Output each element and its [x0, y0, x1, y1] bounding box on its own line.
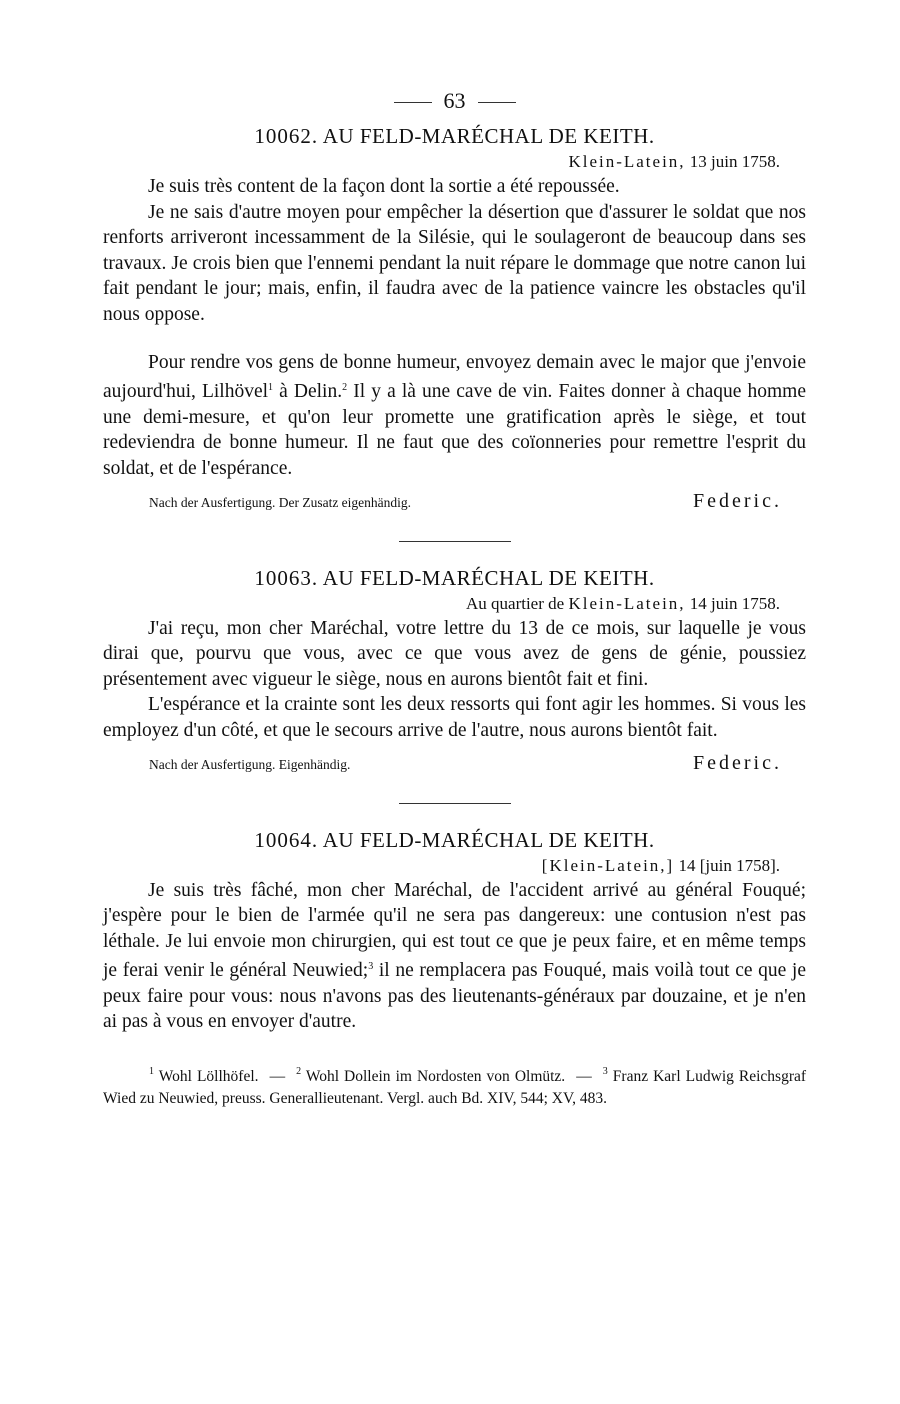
paragraph-text: il ne remplacera pas Fouqué, mais voilà tout ce que je peux faire pour vous: nous n'avons pas des lieutenants-généraux par douzaine, et je n'en ai pas à vous en envoyer d'autre.: [103, 960, 806, 1033]
letter-heading: [103, 826, 806, 854]
letter-title: AU FELD-MARÉCHAL DE KEITH.: [322, 565, 655, 590]
dateline: [103, 592, 806, 616]
letter-closing: [103, 752, 806, 775]
letter-postscript: [103, 350, 806, 482]
letter-heading: [103, 122, 806, 150]
source-note: Nach der Ausfertigung. Eigenhändig.: [149, 756, 351, 772]
letter-10063: [103, 564, 806, 775]
letter-heading: [103, 564, 806, 592]
dateline: [103, 150, 806, 174]
letter-closing: [103, 490, 806, 513]
footnote-ref-3[interactable]: 3: [368, 961, 374, 973]
dateline-date: 14 [juin 1758].: [678, 855, 780, 875]
footnote-separator: —: [576, 1068, 592, 1086]
postscript-text: Pour rendre vos gens de bonne humeur, envoyez demain avec le major que j'envoie aujourd'hui, Lilhövel: [103, 351, 806, 403]
letter-title: AU FELD-MARÉCHAL DE KEITH.: [322, 124, 655, 148]
header-rule-right: [478, 102, 516, 103]
dateline-date: 14 juin 1758.: [689, 593, 780, 613]
dateline-place: Klein-Latein,: [568, 593, 686, 613]
footnote-separator: —: [269, 1068, 286, 1086]
signature: Federic.: [693, 489, 782, 512]
letter-paragraph: J'ai reçu, mon cher Maréchal, votre lettre du 13 de ce mois, sur laquelle je vous dirai que, pourvu que vous, avec ce que vous avez de gens de génie, poussiez présentement avec vigueur le siège, nous en aurons bientôt fait et fini.: [103, 617, 806, 690]
paragraph-text: Je suis très fâché, mon cher Maréchal, de l'accident arrivé au général Fouqué; j'espère pour le bien de l'armée qu'il ne sera pas dangereux: une contusion n'est pas léthale. Je lui envoie mon chirurgien, qui est tout ce que je peux faire, et en même temps je ferai venir le général Neuwied;: [103, 879, 806, 982]
letter-title: AU FELD-MARÉCHAL DE KEITH.: [322, 827, 655, 852]
footnotes: [103, 1061, 806, 1110]
footnote-3: Franz Karl Ludwig Reichsgraf Wied zu Neuwied, preuss. Generallieutenant. Vergl. auch Bd. XIV, 544; XV, 483.: [103, 1068, 807, 1108]
page-number: 63: [443, 88, 466, 113]
page-header: [103, 84, 806, 118]
header-rule-left: [394, 102, 432, 103]
dateline: [103, 854, 806, 878]
dateline-prefix: Au quartier de: [466, 593, 565, 613]
postscript-text: Il y a là une cave de vin. Faites donner à chaque homme une demi-mesure, et qu'on leur promette une gratification après le siège, et tout redeviendra de bonne humeur. Il ne faut que des coïonneries pour remettre l'esprit du soldat, et de l'espérance.: [103, 381, 806, 479]
footnote-ref-2[interactable]: 2: [342, 382, 348, 394]
letter-paragraph: [103, 878, 806, 1036]
source-note: Nach der Ausfertigung. Der Zusatz eigenhändig.: [149, 494, 412, 510]
letter-paragraph: L'espérance et la crainte sont les deux ressorts qui font agir les hommes. Si vous les employez d'un côté, et que le secours arrive de l'autre, nous aurons bientôt fait.: [103, 694, 806, 741]
letter-number: 10062.: [254, 124, 319, 148]
dateline-place: Klein-Latein,: [568, 152, 686, 171]
letter-paragraph: Je suis très content de la façon dont la sortie a été repoussée.: [148, 176, 620, 197]
section-divider: [399, 541, 511, 542]
postscript-text: à Delin.: [273, 381, 343, 403]
footnote-mark-2: 2: [296, 1066, 302, 1078]
footnote-1: Wohl Löllhöfel.: [158, 1068, 259, 1086]
letter-number: 10064.: [254, 827, 319, 852]
footnote-mark-3: 3: [602, 1066, 608, 1078]
document-page: [103, 84, 806, 1110]
letter-paragraph: Je ne sais d'autre moyen pour empêcher la désertion que d'assurer le soldat que nos renforts arriveront incessamment de la Silésie, qui le soulageront de beaucoup dans ses travaux. Je crois bien que l'ennemi pendant la nuit répare le dommage que notre canon lui fait pendant le jour; mais, enfin, il faudra avec de la patience vaincre les obstacles qu'il nous oppose.: [103, 201, 806, 325]
signature: Federic.: [693, 751, 782, 774]
dateline-place: [Klein-Latein,]: [541, 855, 675, 875]
footnote-mark-1: 1: [149, 1066, 154, 1078]
footnote-2: Wohl Dollein im Nordosten von Olmütz.: [305, 1068, 566, 1086]
dateline-date: 13 juin 1758.: [689, 152, 780, 171]
letter-10064: [103, 826, 806, 1036]
section-divider: [399, 803, 511, 804]
footnote-ref-1[interactable]: 1: [268, 382, 274, 394]
letter-10062: [103, 122, 806, 513]
letter-number: 10063.: [254, 565, 319, 590]
